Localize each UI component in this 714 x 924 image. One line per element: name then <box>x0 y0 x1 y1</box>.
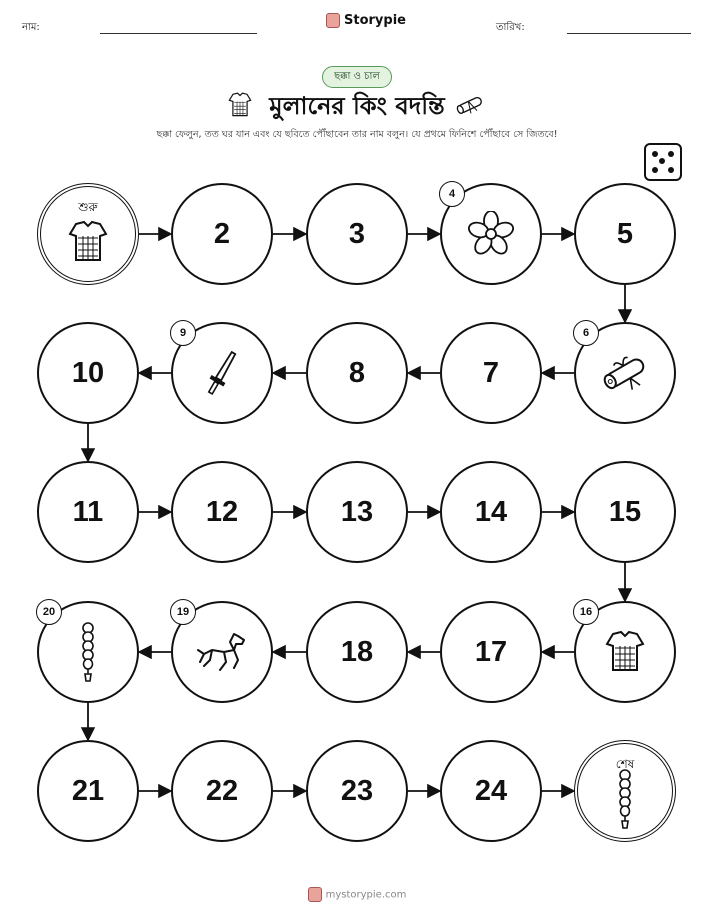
board-space-9 <box>171 322 273 424</box>
footer-url: mystorypie.com <box>325 889 407 901</box>
board-space-3 <box>306 183 408 285</box>
space-number: 15 <box>608 495 642 528</box>
game-type-badge: ছক্কা ও চাল <box>322 66 392 88</box>
space-number-tag: 20 <box>36 599 62 625</box>
braid-icon <box>78 622 98 682</box>
space-number-tag: 16 <box>573 599 599 625</box>
board-space-21 <box>37 740 139 842</box>
instructions: ছক্কা ফেলুন, তত ঘর যান এবং যে ছবিতে পৌঁছাবেন তার নাম বলুন। যে প্রথমে ফিনিশে পৌঁছাবে সে জিতবে! <box>156 129 558 140</box>
date-label: তারিখ: <box>496 22 525 33</box>
finish-space <box>574 740 676 842</box>
board-space-14 <box>440 461 542 563</box>
board-space-8 <box>306 322 408 424</box>
board-space-16 <box>574 601 676 703</box>
sword-icon <box>207 346 237 400</box>
space-number-tag: 9 <box>170 320 196 346</box>
storypie-mascot-icon <box>308 887 322 902</box>
board-space-11 <box>37 461 139 563</box>
board-space-5 <box>574 183 676 285</box>
start-space <box>37 183 139 285</box>
board-space-13 <box>306 461 408 563</box>
board-space-22 <box>171 740 273 842</box>
space-number: 17 <box>474 635 508 668</box>
footer <box>0 887 714 902</box>
board-space-15 <box>574 461 676 563</box>
horse-icon <box>194 630 250 674</box>
space-number: 3 <box>348 217 366 250</box>
space-number: 23 <box>340 774 374 807</box>
space-number: 10 <box>71 356 105 389</box>
space-number-tag: 6 <box>573 320 599 346</box>
space-number: 24 <box>474 774 508 807</box>
brand-name: Storypie <box>344 13 406 28</box>
board-space-6 <box>574 322 676 424</box>
board-space-17 <box>440 601 542 703</box>
space-number-tag: 19 <box>170 599 196 625</box>
space-number: 21 <box>71 774 105 807</box>
flower-icon <box>468 211 514 257</box>
space-number: 18 <box>340 635 374 668</box>
space-number: 13 <box>340 495 374 528</box>
space-number: 5 <box>616 217 634 250</box>
space-number: 7 <box>482 356 500 389</box>
board-space-20 <box>37 601 139 703</box>
board-space-10 <box>37 322 139 424</box>
board-space-12 <box>171 461 273 563</box>
scroll-icon <box>601 353 649 393</box>
armor-icon <box>68 220 108 264</box>
board-space-19 <box>171 601 273 703</box>
space-number: 11 <box>72 495 104 528</box>
name-label: নাম: <box>22 22 40 33</box>
end-label: শেষ <box>615 757 635 771</box>
space-number: 8 <box>348 356 366 389</box>
braid-icon <box>615 769 635 829</box>
space-number: 14 <box>474 495 508 528</box>
space-number-tag: 4 <box>439 181 465 207</box>
board-space-24 <box>440 740 542 842</box>
board-space-2 <box>171 183 273 285</box>
start-label: শুরু <box>78 200 98 214</box>
board-space-23 <box>306 740 408 842</box>
space-number: 2 <box>213 217 231 250</box>
board-space-4 <box>440 183 542 285</box>
armor-icon <box>605 630 645 674</box>
page-title: মুলানের কিং বদন্তি <box>269 92 445 120</box>
space-number: 12 <box>205 495 239 528</box>
board-space-7 <box>440 322 542 424</box>
space-number: 22 <box>205 774 239 807</box>
board-space-18 <box>306 601 408 703</box>
